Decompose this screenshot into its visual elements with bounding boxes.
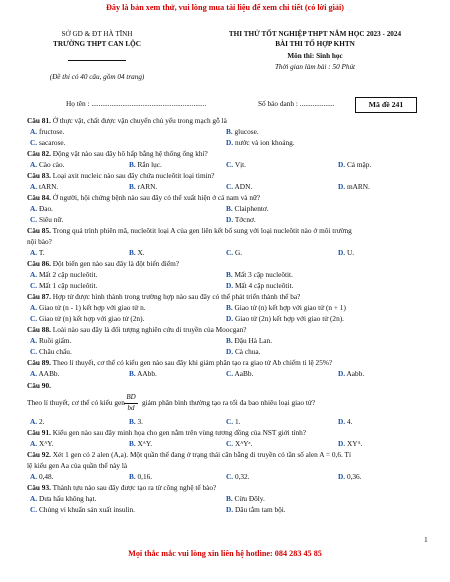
- question-81-options-row2: C. sacarose. D. nước và ion khoáng.: [30, 138, 295, 147]
- exam-note: (Đề thi có 40 câu, gồm 04 trang): [49, 73, 145, 81]
- question-84: Câu 84. Ở người, hội chứng bệnh nào sau đây có thể xuất hiện ở cả nam và nữ?: [27, 193, 261, 202]
- question-87-options-row1: A. Giao tử (n - 1) kết hợp với giao tử n. B. Giao tử (n) kết hợp với giao tử (n + 1): [30, 303, 346, 312]
- question-90: Theo lí thuyết, cơ thể có kiểu gen giảm phân bình thường tạo ra tối đa bao nhiêu loại giao tử?: [27, 398, 316, 407]
- exam-subtitle: BÀI THI TỔ HỢP KHTN: [275, 40, 355, 48]
- question-87: Câu 87. Hợp tử được hình thành trong trường hợp nào sau đây có thể phát triển thành thể ba?: [27, 292, 301, 301]
- question-92-options: A. 0,48. B. 0,16. C. 0,32. D. 0,36.: [30, 472, 362, 481]
- question-86-options-row1: A. Mất 2 cặp nucleôtit. B. Mất 3 cặp nucleôtit.: [30, 270, 293, 279]
- hotline-banner: Mọi thắc mắc vui lòng xin liên hệ hotline: 084 283 45 85: [128, 549, 322, 558]
- subject-name: Môn thi: Sinh học: [287, 52, 343, 60]
- question-86: Câu 86. Đột biến gen nào sau đây là đột biến điểm?: [27, 259, 179, 268]
- question-92-continued: lệ kiểu gen Aa của quần thể này là: [27, 461, 128, 470]
- question-82: Câu 82. Động vật nào sau đây hô hấp bằng hệ thống ống khí?: [27, 149, 208, 158]
- question-83-options: A. tARN. B. rARN. C. ADN. D. mARN.: [30, 182, 370, 191]
- question-89-options: A. AABb. B. AAbb. C. AaBb. D. Aabb.: [30, 369, 365, 378]
- question-91-options: A. XᴬY. B. XᴬY. C. XᴬYᵃ. D. XYᴬ.: [30, 439, 363, 448]
- question-85: Câu 85. Trong quá trình phiên mã, nucleôtit loại A của gen liên kết bổ sung với loại nucleôtit nào ở môi trường: [27, 226, 352, 235]
- question-89: Câu 89. Theo lí thuyết, cơ thể có kiểu gen nào sau đây khi giảm phân tạo ra giao tử Ab chiếm tỉ lệ 25%?: [27, 358, 333, 367]
- question-93: Câu 93. Thành tựu nào sau đây được tạo ra từ công nghệ tế bào?: [27, 483, 217, 492]
- question-93-options-row2: C. Chủng vi khuẩn sản xuất insulin. D. Dâu tằm tam bội.: [30, 505, 286, 514]
- genotype-fraction-top: BD: [126, 393, 136, 401]
- department-name: SỞ GD & ĐT HÀ TĨNH: [61, 30, 133, 38]
- exam-code-box: Mã đề 241: [355, 97, 417, 113]
- question-86-options-row2: C. Mất 1 cặp nucleôtit. D. Mất 4 cặp nucleôtit.: [30, 281, 294, 290]
- question-91: Câu 91. Kiểu gen nào sau đây minh họa cho gen nằm trên vùng tương đồng của NST giới tính?: [27, 428, 307, 437]
- question-85-options: A. T. B. X. C. G. D. U.: [30, 248, 355, 257]
- candidate-name-field: Họ tên : ...............................................................: [66, 99, 207, 108]
- question-90-label: Câu 90.: [27, 381, 51, 390]
- question-84-options-row1: A. Đao. B. Claiphentơ.: [30, 204, 269, 213]
- question-85-continued: nội bào?: [27, 237, 52, 246]
- question-81: Câu 81. Ở thực vật, chất được vận chuyển chủ yếu trong mạch gỗ là: [27, 116, 227, 125]
- question-88-options-row2: C. Châu chấu. D. Cà chua.: [30, 347, 261, 356]
- question-83: Câu 83. Loại axit nucleic nào sau đây chứa nucleôtit loại timin?: [27, 171, 215, 180]
- question-88: Câu 88. Loài nào sau đây là đối tượng nghiên cứu di truyền của Moocgan?: [27, 325, 247, 334]
- question-82-options: A. Cào cào. B. Rắn lục. C. Vịt. D. Cá mập.: [30, 160, 372, 169]
- page-number: 1: [424, 535, 428, 544]
- school-name: TRƯỜNG THPT CAN LỘC: [53, 40, 141, 48]
- header-divider: [68, 60, 126, 61]
- question-90-options: A. 2. B. 3. C. 1. D. 4.: [30, 417, 353, 426]
- time-limit: Thời gian làm bài : 50 Phút: [274, 63, 356, 71]
- question-92: Câu 92. Xét 1 gen có 2 alen (A,a). Một quần thể đang ở trạng thái cân bằng di truyền có tần số alen A = 0,6. Tỉ: [27, 450, 351, 459]
- preview-banner: Đây là bản xem thử, vui lòng mua tài liệu để xem chi tiết (có lời giải): [105, 3, 344, 12]
- question-88-options-row1: A. Ruồi giấm. B. Đậu Hà Lan.: [30, 336, 273, 345]
- question-87-options-row2: C. Giao tử (n) kết hợp với giao tử (2n). D. Giao tử (2n) kết hợp với giao tử (2n).: [30, 314, 344, 323]
- question-84-options-row2: C. Siêu nữ. D. Tớcnơ.: [30, 215, 256, 224]
- question-93-options-row1: A. Dưa hấu không hạt. B. Cừu Đôly.: [30, 494, 265, 503]
- question-81-options-row1: A. fructose. B. glucose.: [30, 127, 259, 136]
- exam-title: THI THỬ TỐT NGHIỆP THPT NĂM HỌC 2023 - 2024: [228, 30, 402, 38]
- genotype-fraction-bottom: bd: [127, 404, 135, 412]
- candidate-number-field: Số báo danh : ...................: [258, 99, 335, 108]
